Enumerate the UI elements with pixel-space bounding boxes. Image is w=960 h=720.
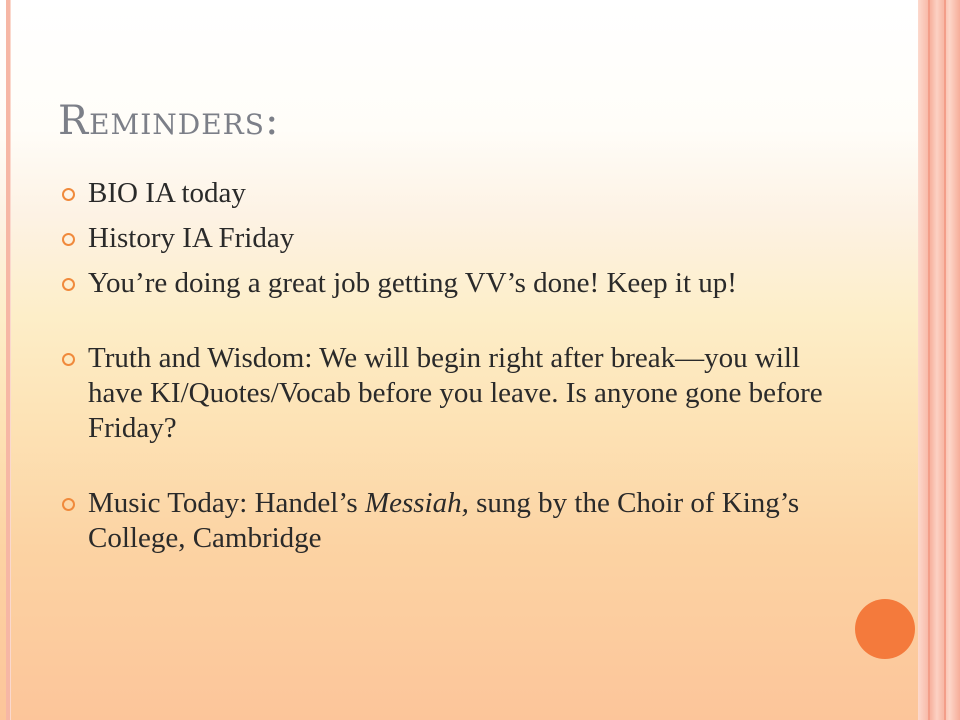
bullet-list bbox=[60, 176, 840, 556]
music-title: Messiah, bbox=[364, 487, 469, 519]
bullet-item-vv bbox=[60, 266, 840, 301]
bullet-item-truth-wisdom bbox=[60, 341, 840, 446]
hollow-circle-bullet-icon bbox=[62, 233, 75, 246]
hollow-circle-bullet-icon bbox=[62, 188, 75, 201]
music-prefix: Music Today: Handel’s bbox=[88, 487, 365, 519]
hollow-circle-bullet-icon bbox=[62, 278, 75, 291]
right-frame-stripes bbox=[918, 0, 960, 720]
hollow-circle-bullet-icon bbox=[62, 353, 75, 366]
bullet-item-history bbox=[60, 221, 840, 256]
music-suffix: sung by the Choir of King’s College, Cambridge bbox=[88, 487, 800, 554]
bullet-text: Truth and Wisdom: We will begin right after break—you will have KI/Quotes/Vocab before you leave. Is anyone gone before Friday? bbox=[88, 342, 823, 444]
bullet-text: BIO IA today bbox=[88, 177, 246, 209]
left-frame-stripe bbox=[6, 0, 11, 720]
bullet-text: History IA Friday bbox=[88, 222, 295, 254]
orange-circle-icon bbox=[855, 599, 915, 659]
slide-title: Reminders: bbox=[58, 98, 280, 144]
hollow-circle-bullet-icon bbox=[62, 498, 75, 511]
bullet-text: You’re doing a great job getting VV’s done! Keep it up! bbox=[88, 267, 737, 299]
bullet-item-music bbox=[60, 486, 840, 556]
bullet-item-bio bbox=[60, 176, 840, 211]
